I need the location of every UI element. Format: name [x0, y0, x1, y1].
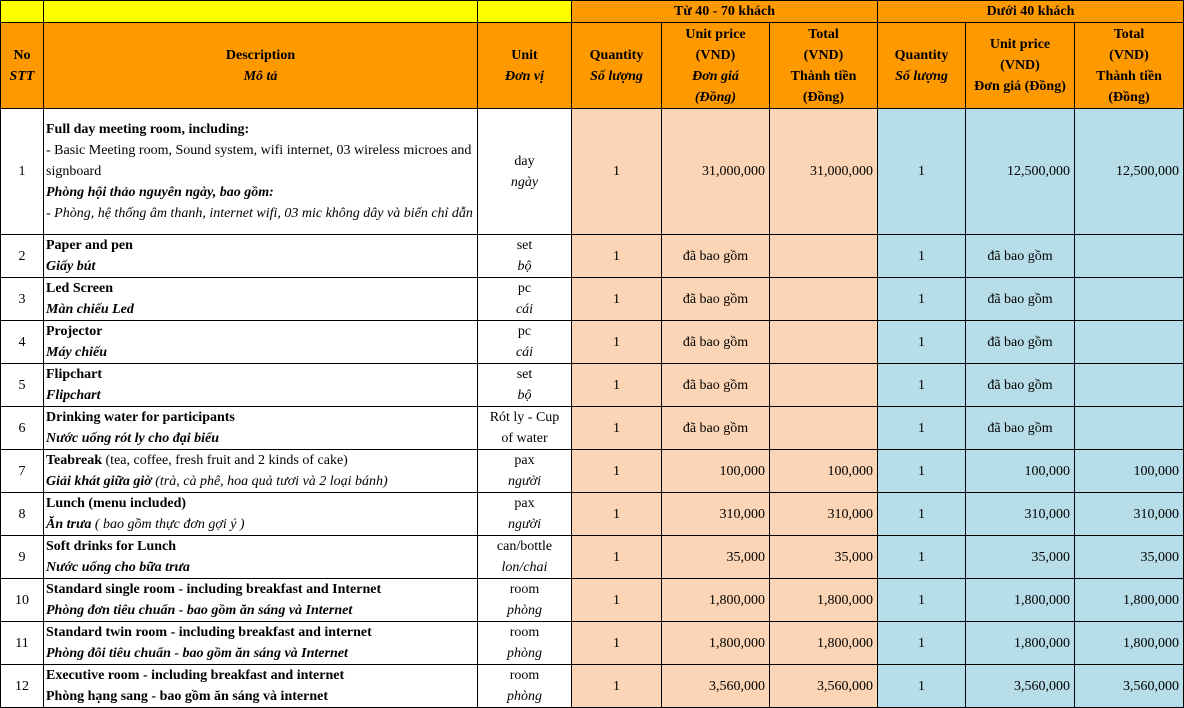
row-total-1: 310,000	[770, 493, 878, 536]
row-unit-price-2: 12,500,000	[966, 109, 1075, 235]
row-unit-price-1: đã bao gồm	[662, 278, 770, 321]
table-row	[1, 321, 1184, 364]
row-unit-price-2: 100,000	[966, 450, 1075, 493]
row-total-2: 1,800,000	[1075, 622, 1184, 665]
row-quantity-1: 1	[572, 579, 662, 622]
row-total-1	[770, 407, 878, 450]
row-unit: room phòng	[478, 579, 572, 622]
table-row	[1, 493, 1184, 536]
row-unit: can/bottle lon/chai	[478, 536, 572, 579]
row-total-2: 100,000	[1075, 450, 1184, 493]
row-unit-price-2: đã bao gồm	[966, 321, 1075, 364]
row-unit: pc cái	[478, 321, 572, 364]
header-quantity-1: Quantity Số lượng	[572, 23, 662, 109]
header-total-2: Total (VND) Thành tiền (Đồng)	[1075, 23, 1184, 109]
row-total-1: 35,000	[770, 536, 878, 579]
row-total-2: 35,000	[1075, 536, 1184, 579]
table-row	[1, 364, 1184, 407]
row-number: 4	[1, 321, 44, 364]
header-description: Description Mô tả	[44, 23, 478, 109]
row-quantity-1: 1	[572, 622, 662, 665]
row-unit-price-2: 1,800,000	[966, 579, 1075, 622]
row-quantity-1: 1	[572, 321, 662, 364]
row-number: 1	[1, 109, 44, 235]
row-unit-price-2: đã bao gồm	[966, 407, 1075, 450]
row-total-2: 12,500,000	[1075, 109, 1184, 235]
row-number: 9	[1, 536, 44, 579]
row-description: Soft drinks for Lunch Nước uống cho bữa trưa	[44, 536, 478, 579]
row-number: 6	[1, 407, 44, 450]
row-unit-price-2: đã bao gồm	[966, 235, 1075, 278]
row-quantity-2: 1	[878, 536, 966, 579]
header-unit-price-2: Unit price (VND) Đơn giá (Đồng)	[966, 23, 1075, 109]
row-total-2	[1075, 407, 1184, 450]
header-no: No STT	[1, 23, 44, 109]
row-description: Executive room - including breakfast and internet Phòng hạng sang - bao gồm ăn sáng và internet	[44, 665, 478, 708]
row-total-2: 1,800,000	[1075, 579, 1184, 622]
row-unit-price-1: 31,000,000	[662, 109, 770, 235]
row-total-2: 3,560,000	[1075, 665, 1184, 708]
row-total-2	[1075, 321, 1184, 364]
row-quantity-1: 1	[572, 278, 662, 321]
row-total-2: 310,000	[1075, 493, 1184, 536]
row-unit-price-1: đã bao gồm	[662, 407, 770, 450]
row-quantity-2: 1	[878, 622, 966, 665]
row-unit-price-2: 3,560,000	[966, 665, 1075, 708]
row-unit: set bộ	[478, 364, 572, 407]
row-description: Flipchart Flipchart	[44, 364, 478, 407]
header-quantity-2: Quantity Số lượng	[878, 23, 966, 109]
row-unit-price-1: 35,000	[662, 536, 770, 579]
header-unit: Unit Đơn vị	[478, 23, 572, 109]
table-row	[1, 407, 1184, 450]
row-number: 3	[1, 278, 44, 321]
row-unit-price-2: đã bao gồm	[966, 278, 1075, 321]
table-row	[1, 622, 1184, 665]
group-header-row	[1, 1, 1184, 23]
row-quantity-1: 1	[572, 493, 662, 536]
row-quantity-2: 1	[878, 407, 966, 450]
row-total-1	[770, 278, 878, 321]
row-number: 2	[1, 235, 44, 278]
table-row	[1, 235, 1184, 278]
row-number: 10	[1, 579, 44, 622]
row-number: 8	[1, 493, 44, 536]
row-unit: Rót ly - Cup of water	[478, 407, 572, 450]
header-total-1: Total (VND) Thành tiền (Đồng)	[770, 23, 878, 109]
row-number: 5	[1, 364, 44, 407]
row-unit-price-2: đã bao gồm	[966, 364, 1075, 407]
row-quantity-1: 1	[572, 109, 662, 235]
row-description: Standard single room - including breakfast and Internet Phòng đơn tiêu chuẩn - bao gồm ăn sáng và Internet	[44, 579, 478, 622]
row-unit-price-1: 1,800,000	[662, 622, 770, 665]
row-unit-price-1: 100,000	[662, 450, 770, 493]
row-description: Lunch (menu included) Ăn trưa ( bao gồm thực đơn gợi ý )	[44, 493, 478, 536]
row-quantity-2: 1	[878, 278, 966, 321]
table-row	[1, 579, 1184, 622]
row-number: 11	[1, 622, 44, 665]
row-description: Drinking water for participants Nước uống rót ly cho đại biểu	[44, 407, 478, 450]
group-40-70-header: Từ 40 - 70 khách	[572, 1, 878, 23]
row-unit: room phòng	[478, 622, 572, 665]
row-total-1: 3,560,000	[770, 665, 878, 708]
row-quantity-2: 1	[878, 665, 966, 708]
row-unit: day ngày	[478, 109, 572, 235]
row-total-1: 1,800,000	[770, 622, 878, 665]
column-header-row	[1, 23, 1184, 109]
row-unit-price-2: 310,000	[966, 493, 1075, 536]
row-quantity-2: 1	[878, 235, 966, 278]
blank-cell	[478, 1, 572, 23]
row-quantity-1: 1	[572, 235, 662, 278]
row-quantity-1: 1	[572, 450, 662, 493]
row-total-1	[770, 235, 878, 278]
table-row	[1, 450, 1184, 493]
row-total-2	[1075, 278, 1184, 321]
row-quantity-1: 1	[572, 407, 662, 450]
row-unit-price-1: 3,560,000	[662, 665, 770, 708]
row-quantity-1: 1	[572, 536, 662, 579]
row-quantity-1: 1	[572, 665, 662, 708]
row-number: 12	[1, 665, 44, 708]
row-description: Projector Máy chiếu	[44, 321, 478, 364]
row-quantity-2: 1	[878, 450, 966, 493]
row-quantity-2: 1	[878, 321, 966, 364]
row-quantity-2: 1	[878, 364, 966, 407]
table-row	[1, 109, 1184, 235]
row-description: Led Screen Màn chiếu Led	[44, 278, 478, 321]
row-total-1: 1,800,000	[770, 579, 878, 622]
blank-cell	[44, 1, 478, 23]
row-description: Teabreak (tea, coffee, fresh fruit and 2 kinds of cake) Giải khát giữa giờ (trà, cà phê, hoa quả tươi và 2 loại bánh)	[44, 450, 478, 493]
table-row	[1, 536, 1184, 579]
row-description: Standard twin room - including breakfast and internet Phòng đôi tiêu chuẩn - bao gồm ăn sáng và Internet	[44, 622, 478, 665]
row-unit-price-1: 310,000	[662, 493, 770, 536]
row-unit: pax người	[478, 493, 572, 536]
row-total-2	[1075, 235, 1184, 278]
row-unit-price-1: đã bao gồm	[662, 235, 770, 278]
row-unit: pax người	[478, 450, 572, 493]
row-total-1: 31,000,000	[770, 109, 878, 235]
row-total-1: 100,000	[770, 450, 878, 493]
row-unit: set bộ	[478, 235, 572, 278]
row-number: 7	[1, 450, 44, 493]
table-row	[1, 278, 1184, 321]
row-unit: pc cái	[478, 278, 572, 321]
row-total-1	[770, 321, 878, 364]
row-description: Full day meeting room, including: - Basic Meeting room, Sound system, wifi internet, 03 wireless microes and signboard Phòng hội thảo nguyên ngày, bao gồm: - Phòng, hệ thống âm thanh, internet wifi, 03 mic không dây và biển chỉ dẫn	[44, 109, 478, 235]
row-unit-price-1: đã bao gồm	[662, 321, 770, 364]
header-unit-price-1: Unit price (VND) Đơn giá (Đồng)	[662, 23, 770, 109]
group-under-40-header: Dưới 40 khách	[878, 1, 1184, 23]
row-total-2	[1075, 364, 1184, 407]
row-total-1	[770, 364, 878, 407]
row-unit: room phòng	[478, 665, 572, 708]
row-quantity-2: 1	[878, 579, 966, 622]
row-unit-price-1: 1,800,000	[662, 579, 770, 622]
row-quantity-2: 1	[878, 493, 966, 536]
row-unit-price-2: 1,800,000	[966, 622, 1075, 665]
row-quantity-1: 1	[572, 364, 662, 407]
table-row	[1, 665, 1184, 708]
blank-cell	[1, 1, 44, 23]
row-unit-price-2: 35,000	[966, 536, 1075, 579]
row-description: Paper and pen Giấy bút	[44, 235, 478, 278]
row-quantity-2: 1	[878, 109, 966, 235]
row-unit-price-1: đã bao gồm	[662, 364, 770, 407]
